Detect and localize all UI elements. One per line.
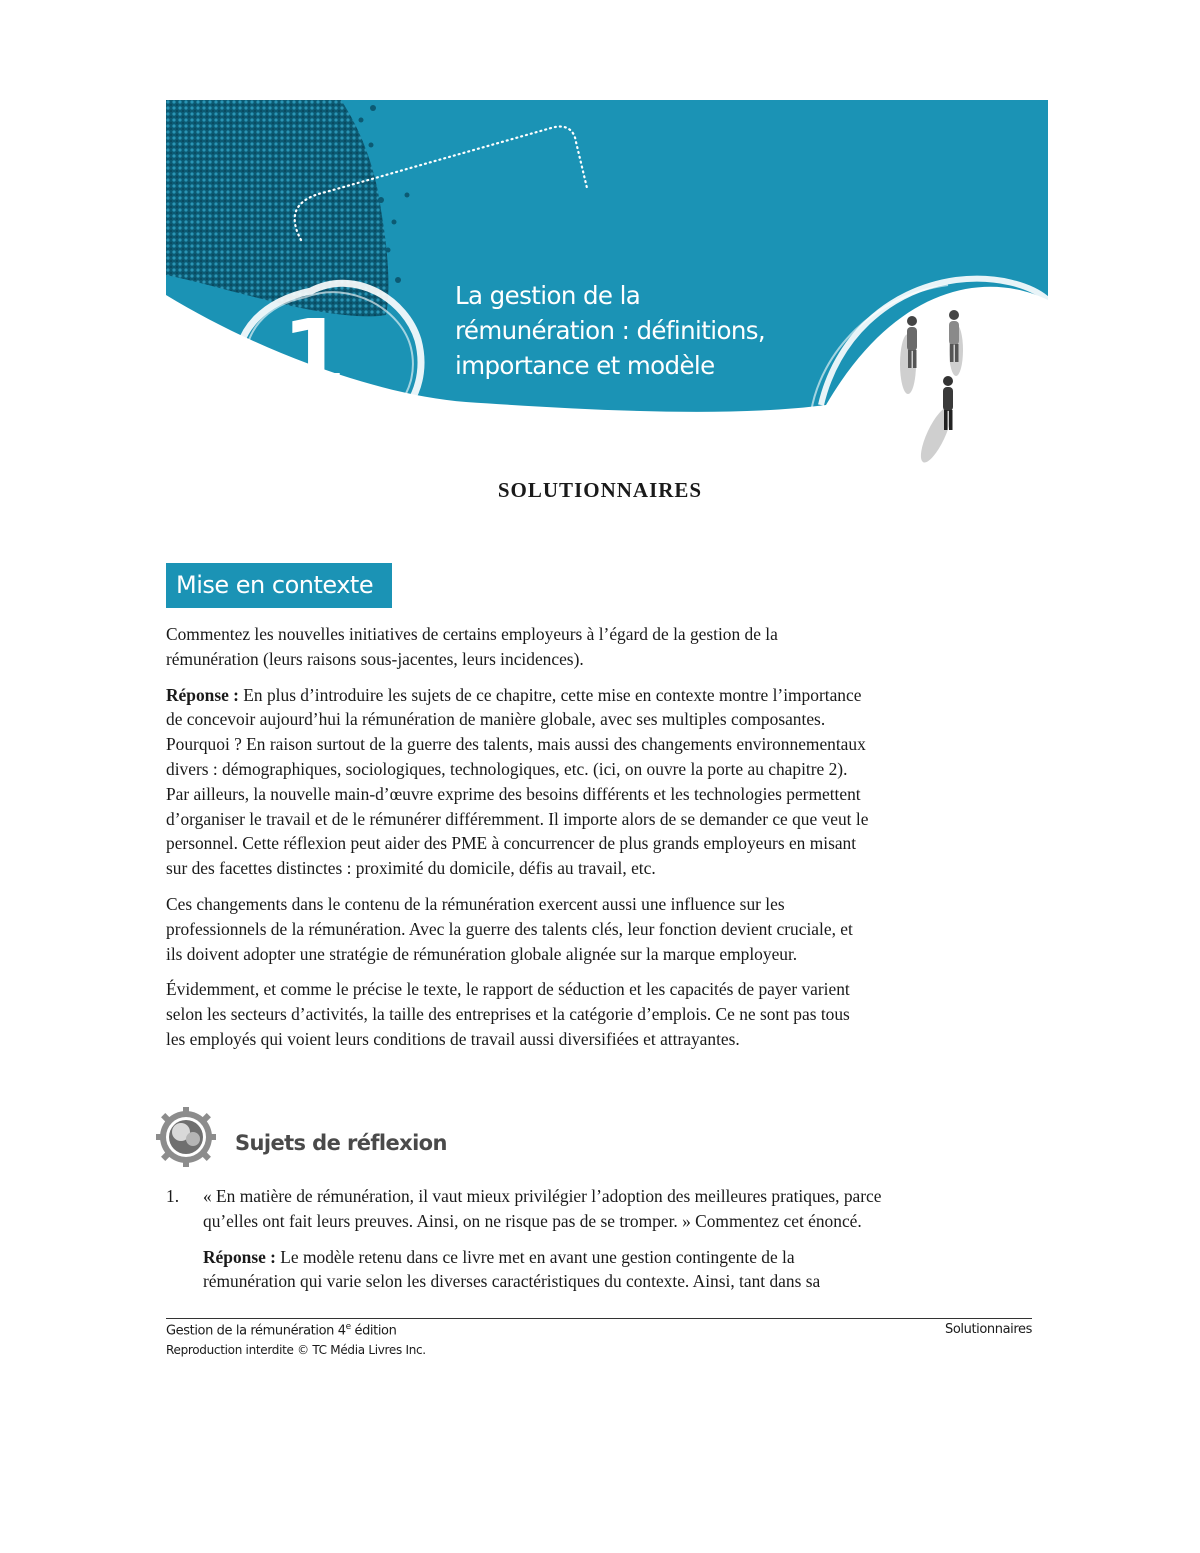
footer-edition-sup: e [345,1322,351,1332]
text-line: En plus d’introduire les sujets de ce chapitre, cette mise en contexte montre l’importance [238,684,862,705]
document-title: SOLUTIONNAIRES [497,478,703,502]
question-answer [166,1245,1046,1295]
context-paragraph [166,892,1046,966]
text-line: de concevoir aujourd’hui la rémunération de manière globale, avec ses multiples composantes. [166,709,826,730]
text-line: Le modèle retenu dans ce livre met en avant une gestion contingente de la [275,1246,795,1267]
text-line: Par ailleurs, la nouvelle main-d’œuvre exprime des besoins différents et les technologies permettent [166,783,861,804]
footer-title-text: édition [350,1323,397,1339]
question-text [166,1184,1046,1234]
chapter-title-line: rémunération : définitions, [455,316,766,345]
text-line: « En matière de rémunération, il vaut mieux privilégier l’adoption des meilleures pratiques, parce [203,1186,882,1206]
footer-divider [166,1318,1032,1319]
text-line: rémunération (leurs raisons sous-jacentes, leurs incidences). [166,648,584,669]
gear-icon [153,1105,223,1169]
mise-en-contexte-body [166,622,1046,1063]
context-paragraph [166,977,1046,1051]
text-line: Évidemment, et comme le précise le texte, le rapport de séduction et les capacités de payer varient [166,979,850,1000]
question-number: 1. [166,1186,180,1206]
footer-section-name: Solutionnaires [944,1322,1032,1337]
text-line: les employés qui voient leurs conditions de travail aussi diversifiées et attrayantes. [166,1028,740,1049]
text-line: selon les secteurs d’activités, la taille des entreprises et la catégorie d’emplois. Ce ne sont pas tous [166,1004,850,1025]
section-label-sujets-de-reflexion: Sujets de réflexion [235,1131,447,1155]
text-line: divers : démographiques, sociologiques, technologiques, etc. (ici, on ouvre la porte au chapitre 2). [166,758,848,779]
sujets-de-reflexion-header [153,1105,223,1169]
text-line: rémunération qui varie selon les diverses caractéristiques du contexte. Ainsi, tant dans sa [203,1271,821,1292]
section-label-mise-en-contexte: Mise en contexte [166,563,392,608]
text-line: sur des facettes distinctes : proximité du domicile, défis au travail, etc. [166,858,656,879]
answer-label: Réponse : [203,1246,276,1267]
text-line: d’organiser le travail et de le rémunérer différemment. Il importe alors de se demander ce que veut le [166,808,869,829]
footer-copyright: Reproduction interdite © TC Média Livres Inc. [166,1343,426,1357]
text-line: Ces changements dans le contenu de la rémunération exercent aussi une influence sur les [166,893,785,914]
text-line: qu’elles ont fait leurs preuves. Ainsi, on ne risque pas de se tromper. » Commentez cet énoncé. [203,1210,862,1231]
context-question [166,622,1046,672]
text-line: ils doivent adopter une stratégie de rémunération globale alignée sur la marque employeur. [166,943,798,964]
text-line: Commentez les nouvelles initiatives de certains employeurs à l’égard de la gestion de la [166,624,778,644]
footer-title-text: Gestion de la rémunération 4 [166,1323,346,1339]
chapter-number: 1 [281,300,346,407]
text-line: personnel. Cette réflexion peut aider des PME à concurrencer de plus grands employeurs en misant [166,833,857,854]
text-line: professionnels de la rémunération. Avec la guerre des talents clés, leur fonction devient cruciale, et [166,918,853,939]
answer-label: Réponse : [166,684,239,705]
footer-book-title [166,1322,396,1338]
text-line: Pourquoi ? En raison surtout de la guerre des talents, mais aussi des changements environnementaux [166,734,866,755]
reflexion-question-1 [166,1184,1046,1294]
context-answer [166,683,1046,881]
chapter-title-line: importance et modèle [455,351,715,380]
chapter-title-line: La gestion de la [455,281,641,310]
walking-people-illustration [900,310,963,465]
chapter-title [455,278,835,383]
